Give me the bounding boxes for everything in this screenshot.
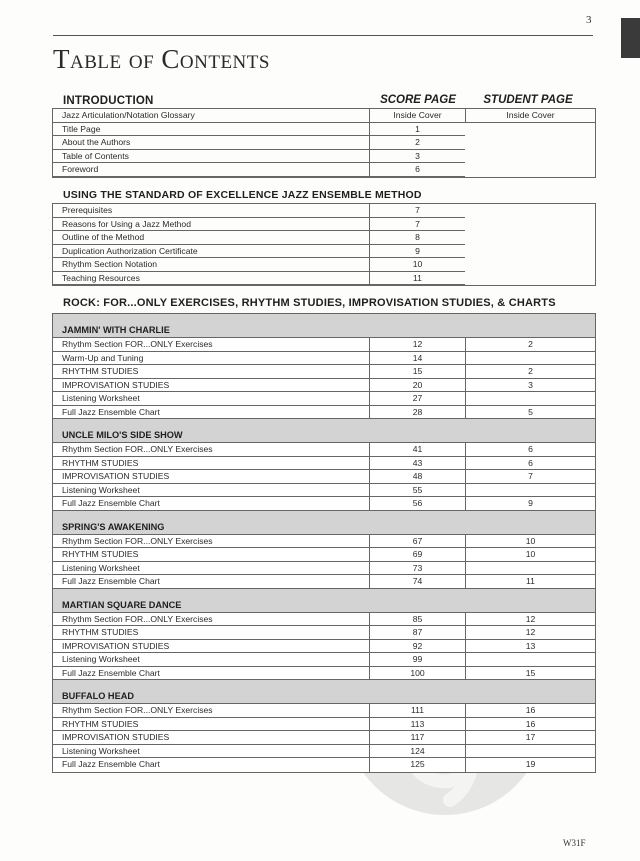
toc-entry-score-page: 99 — [369, 653, 465, 666]
song-group-header — [53, 419, 595, 443]
toc-row — [53, 640, 595, 654]
toc-entry-score-page: 125 — [369, 758, 465, 772]
toc-row — [53, 109, 595, 123]
toc-entry-score-page: 113 — [369, 718, 465, 731]
toc-entry-title: Full Jazz Ensemble Chart — [62, 576, 160, 586]
toc-entry-score-page: 67 — [369, 535, 465, 548]
toc-entry-score-page: 100 — [369, 667, 465, 680]
toc-entry-score-page: 87 — [369, 626, 465, 639]
toc-entry-student-page — [465, 392, 595, 405]
toc-entry-title: RHYTHM STUDIES — [62, 549, 139, 559]
song-title: SPRING'S AWAKENING — [62, 521, 165, 532]
toc-entry-student-page: 12 — [465, 626, 595, 639]
toc-entry-score-page: 6 — [369, 163, 465, 176]
toc-row — [53, 365, 595, 379]
toc-entry-title: Table of Contents — [62, 150, 129, 161]
toc-entry-score-page: 74 — [369, 575, 465, 588]
toc-row — [53, 626, 595, 640]
toc-row — [53, 443, 595, 457]
toc-entry-title: Rhythm Section FOR...ONLY Exercises — [62, 535, 213, 546]
toc-entry-title: Listening Worksheet — [62, 562, 140, 573]
section-title-rock: ROCK: FOR...ONLY EXERCISES, RHYTHM STUDIES, IMPROVISATION STUDIES, & CHARTS — [63, 297, 556, 309]
toc-entry-title: RHYTHM STUDIES — [62, 366, 139, 376]
toc-entry-score-page: 3 — [369, 150, 465, 163]
top-rule — [53, 35, 593, 36]
page-number: 3 — [586, 14, 592, 26]
student-merged-cell — [465, 123, 595, 177]
toc-entry-student-page: 17 — [465, 731, 595, 744]
toc-entry-student-page: 6 — [465, 443, 595, 456]
toc-entry-student-page — [465, 352, 595, 365]
toc-entry-title: Rhythm Section FOR...ONLY Exercises — [62, 705, 213, 715]
method-table — [52, 203, 596, 286]
toc-entry-score-page: 48 — [369, 470, 465, 483]
toc-entry-student-page: 19 — [465, 758, 595, 772]
toc-row — [53, 470, 595, 484]
toc-entry-title: IMPROVISATION STUDIES — [62, 379, 170, 390]
student-merged-cell — [465, 204, 595, 285]
column-header-student: STUDENT PAGE — [483, 94, 573, 106]
toc-entry-title: Listening Worksheet — [62, 393, 140, 403]
toc-row — [53, 667, 595, 681]
toc-entry-title: Listening Worksheet — [62, 484, 140, 495]
toc-entry-title: Full Jazz Ensemble Chart — [62, 406, 160, 417]
toc-entry-student-page: 6 — [465, 457, 595, 470]
thumb-tab-marker — [621, 18, 640, 58]
toc-entry-score-page: 85 — [369, 613, 465, 626]
toc-entry-title: Prerequisites — [62, 205, 113, 215]
toc-row — [53, 731, 595, 745]
toc-row — [53, 718, 595, 732]
toc-entry-student-page: 16 — [465, 718, 595, 731]
toc-row — [53, 575, 595, 589]
song-title: UNCLE MILO'S SIDE SHOW — [62, 430, 183, 440]
toc-entry-student-page — [465, 562, 595, 575]
toc-entry-score-page: 15 — [369, 365, 465, 378]
toc-row — [53, 392, 595, 406]
toc-entry-score-page: 73 — [369, 562, 465, 575]
song-title: JAMMIN' WITH CHARLIE — [62, 325, 170, 335]
song-group-header — [53, 680, 595, 704]
toc-entry-score-page: 27 — [369, 392, 465, 405]
toc-entry-score-page: 41 — [369, 443, 465, 456]
toc-entry-title: Outline of the Method — [62, 232, 145, 242]
toc-entry-score-page: 28 — [369, 406, 465, 419]
toc-row — [53, 653, 595, 667]
toc-entry-title: Duplication Authorization Certificate — [62, 245, 198, 256]
song-group-header — [53, 511, 595, 535]
toc-entry-title: Rhythm Section Notation — [62, 259, 158, 269]
toc-row — [53, 379, 595, 393]
section-title-method: USING THE STANDARD OF EXCELLENCE JAZZ ENSEMBLE METHOD — [63, 189, 422, 201]
toc-entry-title: Rhythm Section FOR...ONLY Exercises — [62, 444, 213, 454]
toc-entry-score-page: 56 — [369, 497, 465, 510]
toc-entry-student-page: 10 — [465, 548, 595, 561]
toc-entry-title: Full Jazz Ensemble Chart — [62, 667, 160, 678]
toc-entry-title: IMPROVISATION STUDIES — [62, 471, 170, 481]
toc-row — [53, 352, 595, 366]
toc-entry-score-page: 7 — [369, 204, 465, 217]
toc-row — [53, 497, 595, 511]
toc-entry-title: Listening Worksheet — [62, 654, 140, 664]
toc-entry-score-page: 117 — [369, 731, 465, 744]
toc-entry-title: Title Page — [62, 123, 101, 134]
toc-row — [53, 704, 595, 718]
toc-entry-student-page: 7 — [465, 470, 595, 483]
toc-entry-student-page: 13 — [465, 640, 595, 653]
page-title: Table of Contents — [53, 44, 270, 74]
toc-entry-student-page — [465, 745, 595, 758]
song-title: MARTIAN SQUARE DANCE — [62, 599, 182, 610]
toc-entry-student-page: 2 — [465, 365, 595, 378]
toc-entry-title: Listening Worksheet — [62, 745, 140, 756]
toc-entry-student-page: 10 — [465, 535, 595, 548]
toc-row — [53, 406, 595, 420]
toc-row — [53, 745, 595, 759]
introduction-table — [52, 108, 596, 178]
toc-entry-title: Jazz Articulation/Notation Glossary — [62, 110, 195, 120]
toc-entry-score-page: 92 — [369, 640, 465, 653]
toc-entry-score-page: 69 — [369, 548, 465, 561]
toc-entry-score-page: 43 — [369, 457, 465, 470]
toc-entry-score-page: 111 — [369, 704, 465, 717]
toc-entry-title: RHYTHM STUDIES — [62, 627, 139, 637]
toc-entry-score-page: 2 — [369, 136, 465, 149]
toc-entry-student-page: 5 — [465, 406, 595, 419]
toc-entry-student-page: 9 — [465, 497, 595, 510]
toc-entry-student-page: 12 — [465, 613, 595, 626]
section-title-introduction: INTRODUCTION — [63, 95, 154, 107]
toc-entry-title: Full Jazz Ensemble Chart — [62, 498, 160, 508]
toc-entry-student-page: 11 — [465, 575, 595, 588]
toc-row — [53, 338, 595, 352]
toc-entry-title: Full Jazz Ensemble Chart — [62, 759, 160, 769]
toc-entry-title: Reasons for Using a Jazz Method — [62, 218, 191, 229]
column-header-score: SCORE PAGE — [380, 94, 456, 106]
toc-row — [53, 457, 595, 471]
toc-entry-student-page — [465, 484, 595, 497]
toc-entry-score-page: 12 — [369, 338, 465, 351]
toc-entry-title: Rhythm Section FOR...ONLY Exercises — [62, 613, 213, 624]
toc-row — [53, 562, 595, 576]
toc-entry-score-page: 20 — [369, 379, 465, 392]
song-title: BUFFALO HEAD — [62, 691, 134, 701]
toc-entry-score-page: Inside Cover — [369, 109, 465, 122]
toc-entry-title: Teaching Resources — [62, 272, 140, 283]
footer-code: W31F — [563, 838, 586, 848]
toc-entry-score-page: 124 — [369, 745, 465, 758]
toc-entry-title: RHYTHM STUDIES — [62, 718, 139, 729]
toc-entry-score-page: 55 — [369, 484, 465, 497]
toc-entry-title: About the Authors — [62, 137, 131, 147]
toc-entry-score-page: 7 — [369, 218, 465, 231]
toc-row — [53, 535, 595, 549]
toc-entry-title: Rhythm Section FOR...ONLY Exercises — [62, 339, 213, 349]
toc-entry-student-page: 3 — [465, 379, 595, 392]
toc-entry-title: Foreword — [62, 164, 99, 174]
toc-entry-score-page: 8 — [369, 231, 465, 244]
song-group-header — [53, 314, 595, 338]
toc-row — [53, 758, 595, 772]
rock-table — [52, 313, 596, 773]
toc-entry-student-page: 15 — [465, 667, 595, 680]
toc-entry-title: IMPROVISATION STUDIES — [62, 640, 170, 651]
toc-entry-student-page: 16 — [465, 704, 595, 717]
song-group-header — [53, 589, 595, 613]
toc-entry-score-page: 1 — [369, 123, 465, 136]
toc-entry-score-page: 10 — [369, 258, 465, 271]
toc-entry-student-page: 2 — [465, 338, 595, 351]
toc-row — [53, 613, 595, 627]
toc-entry-student-page: Inside Cover — [465, 109, 595, 122]
toc-entry-title: Warm-Up and Tuning — [62, 352, 144, 363]
toc-entry-student-page — [465, 653, 595, 666]
toc-entry-score-page: 11 — [369, 272, 465, 285]
toc-row — [53, 484, 595, 498]
toc-entry-score-page: 14 — [369, 352, 465, 365]
toc-entry-title: RHYTHM STUDIES — [62, 457, 139, 468]
toc-row — [53, 548, 595, 562]
toc-entry-title: IMPROVISATION STUDIES — [62, 732, 170, 742]
toc-entry-score-page: 9 — [369, 245, 465, 258]
